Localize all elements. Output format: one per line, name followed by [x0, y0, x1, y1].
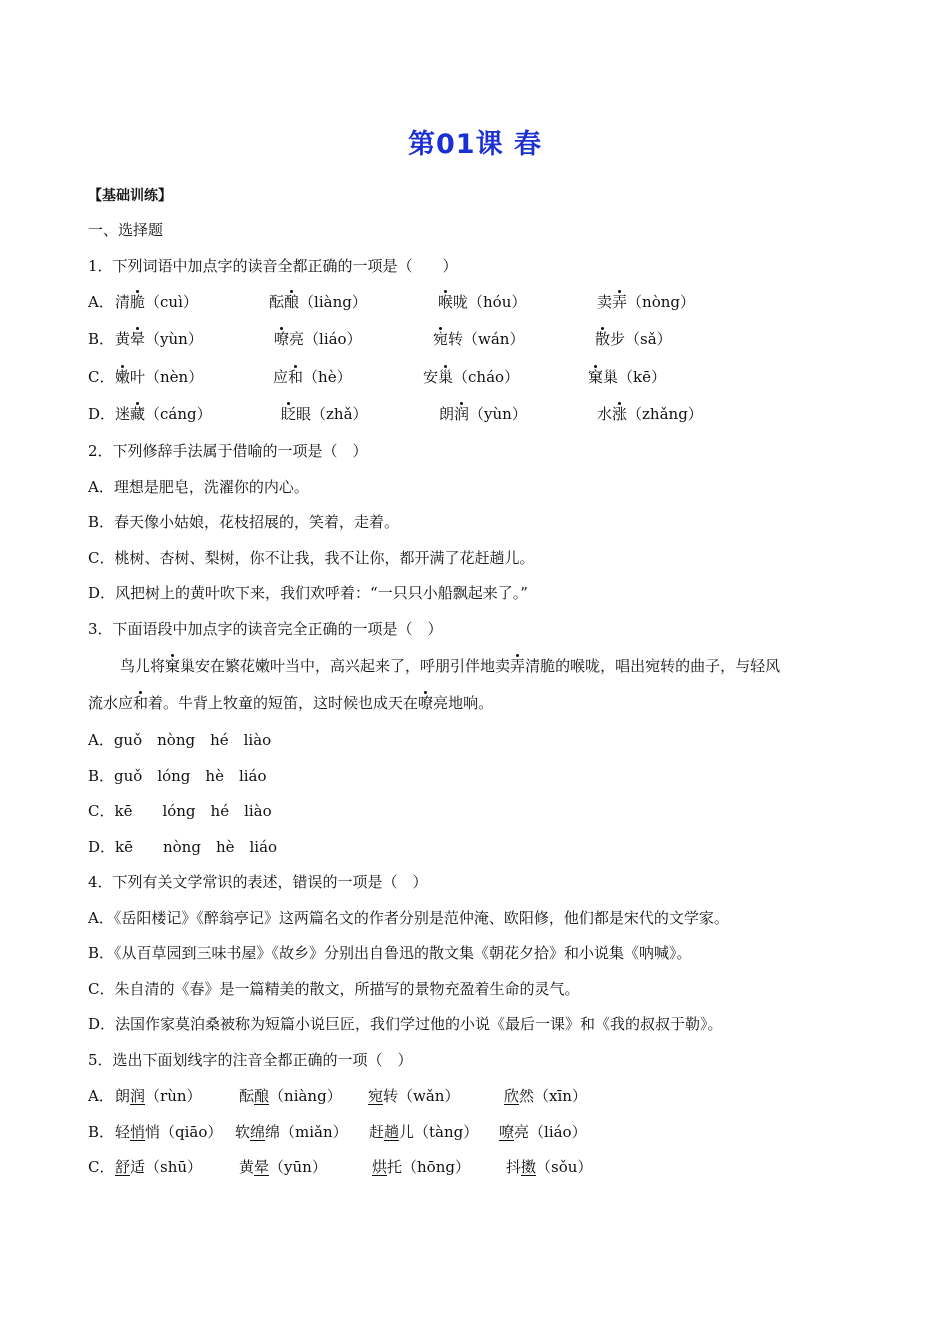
q1-option-b [88, 329, 672, 349]
q2-option-d: D．风把树上的黄叶吹下来，我们欢呼着：“一只只小船飘起来了。” [88, 584, 528, 602]
q1-b-item-2: 嘹亮（liáo） [274, 330, 362, 348]
option-label: C． [88, 368, 115, 386]
q5-stem: 5．选出下面划线字的注音全都正确的一项（ ） [88, 1051, 413, 1069]
q3-option-b: B．guǒ lóng hè liáo [88, 767, 267, 785]
q1-stem: 1．下列词语中加点字的读音全都正确的一项是（ ） [88, 257, 458, 275]
q1-b-item-3: 宛转（wán） [433, 330, 525, 348]
q1-c-item-2: 应和（hè） [273, 368, 352, 386]
q5-a-item-2: 酝酿（niàng） [239, 1087, 342, 1105]
q1-d-item-1: 迷藏（cáng） [115, 405, 212, 423]
q1-d-item-2: 眨眼（zhǎ） [281, 405, 368, 423]
q5-option-b [88, 1122, 587, 1142]
q5-a-item-3: 宛转（wǎn） [368, 1087, 460, 1105]
q1-option-c [88, 367, 666, 387]
q1-c-item-1: 嫩叶（nèn） [115, 368, 204, 386]
q3-option-d: D．kē nòng hè liáo [88, 838, 278, 856]
q1-a-item-4: 卖弄（nòng） [597, 293, 695, 311]
option-label: B． [88, 330, 115, 348]
q5-c-item-1: 舒适（shū） [115, 1158, 203, 1176]
q5-c-item-4: 抖擞（sǒu） [506, 1158, 593, 1176]
q5-option-a [88, 1086, 587, 1106]
q4-option-d: D．法国作家莫泊桑被称为短篇小说巨匠，我们学过他的小说《最后一课》和《我的叔叔于勒》。 [88, 1015, 723, 1033]
q5-b-item-3: 赶趟儿（tàng） [369, 1123, 479, 1141]
page-title: 第01课 春 [408, 129, 542, 160]
q1-option-d [88, 404, 703, 424]
option-label: C． [88, 1158, 115, 1176]
q4-option-a: A．《岳阳楼记》《醉翁亭记》这两篇名文的作者分别是范仲淹、欧阳修，他们都是宋代的文学家。 [88, 909, 729, 927]
option-label: D． [88, 405, 116, 423]
q5-c-item-3: 烘托（hōng） [372, 1158, 470, 1176]
q5-option-c [88, 1157, 593, 1177]
q2-stem: 2．下列修辞手法属于借喻的一项是（ ） [88, 442, 368, 460]
q1-c-item-3: 安巢（cháo） [423, 368, 520, 386]
option-label: A． [88, 1087, 114, 1105]
q5-b-item-1: 轻悄悄（qiāo） [115, 1123, 223, 1141]
option-label: B． [88, 1123, 115, 1141]
part-heading: 一、选择题 [88, 221, 164, 239]
q1-a-item-3: 喉咙（hóu） [438, 293, 527, 311]
option-label: A． [88, 293, 114, 311]
q3-stem: 3．下面语段中加点字的读音完全正确的一项是（ ） [88, 620, 443, 638]
q1-a-item-1: 清脆（cuì） [115, 293, 198, 311]
q5-c-item-2: 黄晕（yūn） [239, 1158, 327, 1176]
q5-a-item-1: 朗润（rùn） [115, 1087, 202, 1105]
q1-a-item-2: 酝酿（liàng） [269, 293, 367, 311]
q3-option-c: C．kē lóng hé liào [88, 802, 272, 820]
q1-b-item-4: 散步（sǎ） [595, 330, 672, 348]
q2-option-a: A．理想是肥皂，洗濯你的内心。 [88, 478, 309, 496]
q1-d-item-3: 朗润（yùn） [439, 405, 527, 423]
q1-d-item-4: 水涨（zhǎng） [597, 405, 703, 423]
section-heading: 【基础训练】 [88, 188, 172, 204]
q5-b-item-4: 嘹亮（liáo） [499, 1123, 587, 1141]
q1-option-a [88, 292, 695, 312]
q4-option-c: C．朱自清的《春》是一篇精美的散文，所描写的景物充盈着生命的灵气。 [88, 980, 580, 998]
q2-option-b: B．春天像小姑娘，花枝招展的，笑着，走着。 [88, 513, 400, 531]
q2-option-c: C．桃树、杏树、梨树，你不让我，我不让你，都开满了花赶趟儿。 [88, 549, 535, 567]
q3-passage-line-1: 鸟儿将窠巢安在繁花嫩叶当中，高兴起来了，呼朋引伴地卖弄清脆的喉咙，唱出宛转的曲子，与轻风 [120, 657, 781, 675]
q1-b-item-1: 黄晕（yùn） [115, 330, 203, 348]
q4-stem: 4．下列有关文学常识的表述，错误的一项是（ ） [88, 873, 428, 891]
q4-option-b: B．《从百草园到三味书屋》《故乡》分别出自鲁迅的散文集《朝花夕拾》和小说集《呐喊》。 [88, 944, 692, 962]
q3-passage-line-2: 流水应和着。牛背上牧童的短笛，这时候也成天在嘹亮地响。 [88, 694, 494, 712]
q3-option-a: A．guǒ nòng hé liào [88, 731, 272, 749]
q5-b-item-2: 软绵绵（miǎn） [235, 1123, 348, 1141]
q5-a-item-4: 欣然（xīn） [504, 1087, 587, 1105]
q1-c-item-4: 窠巢（kē） [588, 368, 666, 386]
